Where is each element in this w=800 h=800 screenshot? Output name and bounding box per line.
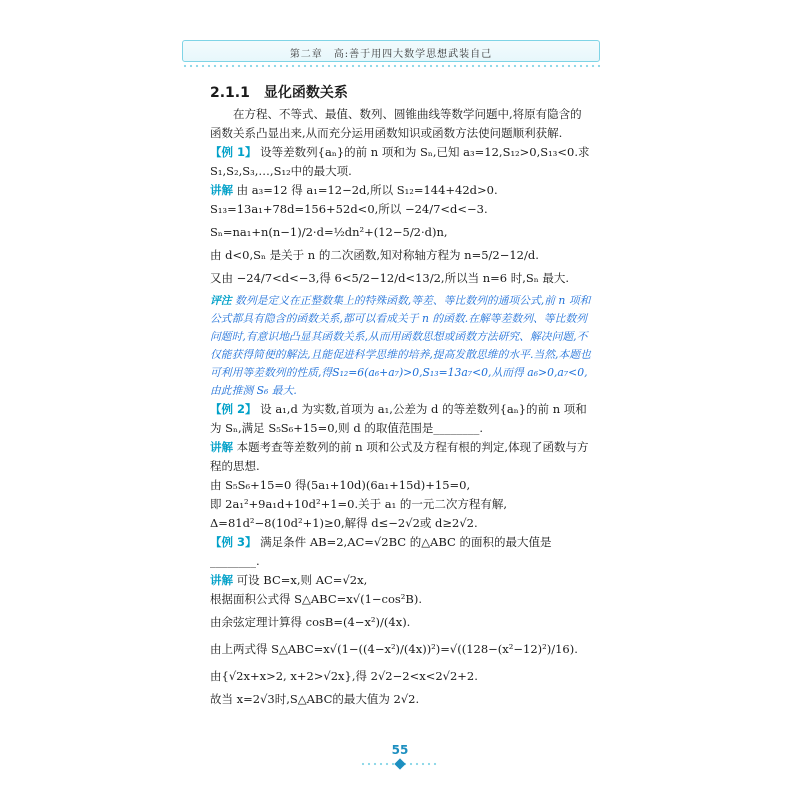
chapter-header-text: 第二章 高:善于用四大数学思想武装自己 bbox=[289, 49, 493, 60]
example-1-line-1: 由 a₃=12 得 a₁=12−2d,所以 S₁₂=144+42d>0. bbox=[236, 183, 498, 197]
example-3-line-1: 可设 BC=x,则 AC=√2x, bbox=[236, 573, 368, 587]
example-1-line-4: 由 d<0,Sₙ 是关于 n 的二次函数,知对称轴方程为 n=5/2−12/d. bbox=[210, 248, 539, 262]
chapter-header bbox=[182, 40, 600, 62]
comment-label: 评注 bbox=[210, 294, 232, 307]
example-3-label: 【例 3】 bbox=[210, 535, 257, 549]
section-number: 2.1.1 bbox=[210, 85, 250, 101]
example-3-line-3: 由余弦定理计算得 cosB=(4−x²)/(4x). bbox=[210, 615, 411, 629]
example-3-line-2: 根据面积公式得 S△ABC=x√(1−cos²B). bbox=[210, 592, 423, 606]
example-1-line-5: 又由 −24/7<d<−3,得 6<5/2−12/d<13/2,所以当 n=6 时,Sₙ 最大. bbox=[210, 271, 570, 285]
example-3-text: 满足条件 AB=2,AC=√2BC 的△ABC 的面积的最大值是________. bbox=[210, 535, 552, 568]
page-number: 55 bbox=[391, 743, 409, 757]
example-3-solution bbox=[210, 571, 592, 590]
header-dotted-rule bbox=[182, 64, 600, 68]
example-3-solution-label: 讲解 bbox=[210, 573, 233, 587]
example-3-line-6: 故当 x=2√3时,S△ABC的最大值为 2√2. bbox=[210, 692, 420, 706]
section-title bbox=[210, 82, 348, 102]
page-number-diamond bbox=[394, 758, 405, 769]
example-2-solution bbox=[210, 438, 592, 476]
example-3 bbox=[210, 533, 592, 571]
example-1-label: 【例 1】 bbox=[210, 145, 257, 159]
section-title-text: 显化函数关系 bbox=[263, 85, 348, 101]
example-1-line-3: Sₙ=na₁+n(n−1)/2·d=½dn²+(12−5/2·d)n, bbox=[210, 225, 448, 239]
example-2-solution-intro: 本题考查等差数列的前 n 项和公式及方程有根的判定,体现了函数与方程的思想. bbox=[210, 440, 589, 473]
example-1 bbox=[210, 143, 592, 181]
example-2-line-1: 由 S₅S₆+15=0 得(5a₁+10d)(6a₁+15d)+15=0, bbox=[210, 478, 471, 492]
example-1-line-2: S₁₃=13a₁+78d=156+52d<0,所以 −24/7<d<−3. bbox=[210, 202, 488, 216]
example-2-label: 【例 2】 bbox=[210, 402, 257, 416]
example-1-solution-label: 讲解 bbox=[210, 183, 233, 197]
intro-paragraph: 在方程、不等式、最值、数列、圆锥曲线等数学问题中,将原有隐含的函数关系凸显出来,从而充分运用函数知识或函数方法使问题顺利获解. bbox=[210, 107, 582, 140]
example-3-line-4: 由上两式得 S△ABC=x√(1−((4−x²)/(4x))²)=√((128−(x²−12)²)/16). bbox=[210, 642, 578, 656]
example-1-text: 设等差数列{aₙ}的前 n 项和为 Sₙ,已知 a₃=12,S₁₂>0,S₁₃<0.求 S₁,S₂,S₃,…,S₁₂中的最大项. bbox=[210, 145, 590, 178]
example-2-line-2: 即 2a₁²+9a₁d+10d²+1=0.关于 a₁ 的一元二次方程有解, bbox=[210, 497, 508, 511]
example-2 bbox=[210, 400, 592, 438]
page-content bbox=[210, 105, 592, 709]
comment-text: 数列是定义在正整数集上的特殊函数,等差、等比数列的通项公式,前 n 项和公式都具有隐含的函数关系,都可以看成关于 n 的函数.在解等差数列、等比数列问题时,有意识地凸显其函数关系,从而用函数思想或函数方法研究、解决问题,不仅能获得简便的解法,且能促进科学思维的培养,提高发散思维的水平.当然,本题也可利用等差数列的性质,得S₁₂=6(a₆+a₇)>0,S₁₃=13a₇<0,从而得 a₆>0,a₇<0,由此推测 S₆ 最大. bbox=[210, 294, 591, 397]
example-3-line-5: 由{√2x+x>2, x+2>√2x},得 2√2−2<x<2√2+2. bbox=[210, 669, 478, 683]
example-1-comment bbox=[210, 292, 592, 400]
example-2-line-3: Δ=81d²−8(10d²+1)≥0,解得 d≤−2√2或 d≥2√2. bbox=[210, 516, 478, 530]
example-2-text: 设 a₁,d 为实数,首项为 a₁,公差为 d 的等差数列{aₙ}的前 n 项和为 Sₙ,满足 S₅S₆+15=0,则 d 的取值范围是________. bbox=[210, 402, 587, 435]
example-2-solution-label: 讲解 bbox=[210, 440, 233, 454]
example-1-solution bbox=[210, 181, 592, 200]
